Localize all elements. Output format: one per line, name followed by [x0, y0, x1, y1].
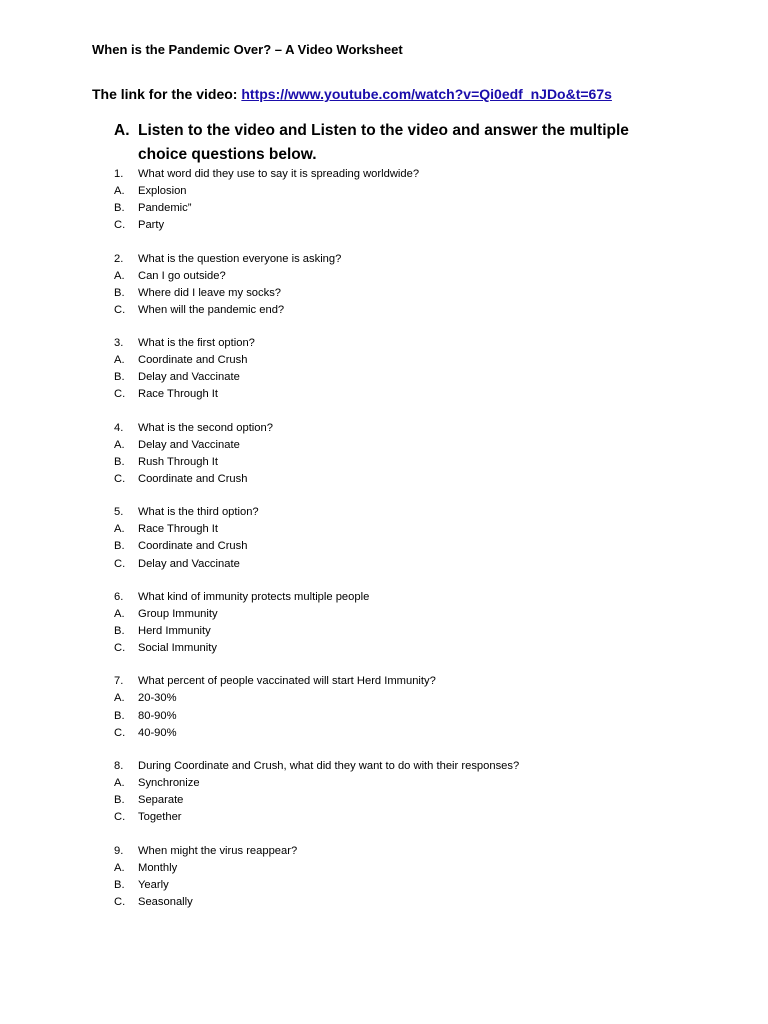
- answer-option: [114, 690, 674, 707]
- option-letter: C.: [114, 811, 126, 824]
- question-number: 3.: [114, 337, 124, 350]
- question-text: What percent of people vaccinated will start Herd Immunity?: [138, 675, 436, 688]
- option-letter: A.: [114, 354, 125, 367]
- question-number: 2.: [114, 252, 124, 265]
- question-text: What is the third option?: [138, 506, 259, 519]
- option-text: Explosion: [138, 185, 187, 198]
- question-number: 8.: [114, 759, 124, 772]
- option-text: 80-90%: [138, 709, 177, 722]
- video-link-line: [92, 86, 612, 102]
- answer-option: [114, 183, 674, 200]
- question-line: [114, 758, 674, 775]
- question-3: [114, 335, 674, 403]
- option-letter: B.: [114, 371, 125, 384]
- option-text: 40-90%: [138, 726, 177, 739]
- video-link-prefix: The link for the video:: [92, 86, 238, 102]
- option-letter: C.: [114, 388, 126, 401]
- answer-option: [114, 775, 674, 792]
- question-line: [114, 504, 674, 521]
- option-text: Monthly: [138, 861, 178, 874]
- option-letter: A.: [114, 523, 125, 536]
- option-letter: B.: [114, 794, 125, 807]
- question-text: When might the virus reappear?: [138, 844, 298, 857]
- option-letter: A.: [114, 777, 125, 790]
- section-letter: A.: [114, 122, 130, 139]
- question-text: What is the first option?: [138, 337, 255, 350]
- option-letter: A.: [114, 185, 125, 198]
- question-number: 1.: [114, 168, 124, 180]
- answer-option: [114, 792, 674, 809]
- question-text: What is the question everyone is asking?: [138, 252, 342, 265]
- option-text: Delay and Vaccinate: [138, 371, 240, 384]
- option-text: Where did I leave my socks?: [138, 286, 282, 299]
- answer-option: [114, 606, 674, 623]
- question-line: [114, 673, 674, 690]
- question-7: [114, 673, 674, 741]
- option-letter: B.: [114, 709, 125, 722]
- option-letter: B.: [114, 286, 125, 299]
- option-letter: A.: [114, 269, 125, 282]
- option-letter: A.: [114, 607, 125, 620]
- answer-option: [114, 860, 674, 877]
- option-letter: A.: [114, 861, 125, 874]
- option-text: Herd Immunity: [138, 625, 211, 637]
- option-letter: C.: [114, 472, 126, 485]
- question-text: What word did they use to say it is spreading worldwide?: [138, 168, 420, 180]
- option-text: Race Through It: [138, 523, 219, 536]
- answer-option: [114, 894, 674, 911]
- answer-option: [114, 623, 674, 640]
- question-number: 7.: [114, 675, 124, 688]
- answer-option: [114, 556, 674, 573]
- question-4: [114, 420, 674, 488]
- answer-option: [114, 725, 674, 742]
- question-text: During Coordinate and Crush, what did they want to do with their responses?: [138, 759, 520, 772]
- answer-option: [114, 268, 674, 285]
- answer-option: [114, 640, 674, 657]
- option-letter: C.: [114, 895, 126, 908]
- question-number: 6.: [114, 590, 124, 603]
- page-title: When is the Pandemic Over? – A Video Worksheet: [92, 42, 403, 57]
- answer-option: [114, 809, 674, 826]
- answer-option: [114, 521, 674, 538]
- question-number: 9.: [114, 844, 124, 857]
- option-text: Pandemic”: [138, 202, 192, 215]
- question-list: [114, 166, 674, 927]
- option-text: Yearly: [138, 878, 169, 891]
- option-text: 20-30%: [138, 692, 177, 705]
- answer-option: [114, 369, 674, 386]
- answer-option: [114, 437, 674, 454]
- section-heading: [114, 119, 674, 167]
- question-line: [114, 166, 674, 183]
- option-letter: C.: [114, 642, 126, 655]
- option-letter: C.: [114, 557, 126, 570]
- option-letter: C.: [114, 219, 126, 232]
- question-line: [114, 420, 674, 437]
- question-line: [114, 251, 674, 268]
- option-text: Party: [138, 219, 165, 232]
- option-text: When will the pandemic end?: [138, 303, 285, 316]
- option-letter: B.: [114, 878, 125, 891]
- answer-option: [114, 538, 674, 555]
- option-letter: B.: [114, 202, 125, 215]
- answer-option: [114, 454, 674, 471]
- option-letter: A.: [114, 692, 125, 705]
- question-line: [114, 589, 674, 606]
- answer-option: [114, 386, 674, 403]
- option-text: Seasonally: [138, 895, 193, 908]
- option-text: Synchronize: [138, 777, 200, 790]
- option-text: Together: [138, 811, 182, 824]
- question-number: 5.: [114, 506, 124, 519]
- option-letter: C.: [114, 726, 126, 739]
- option-text: Race Through It: [138, 388, 219, 401]
- option-letter: B.: [114, 455, 125, 468]
- option-text: Coordinate and Crush: [138, 540, 248, 553]
- question-6: [114, 589, 674, 657]
- option-letter: B.: [114, 540, 125, 553]
- answer-option: [114, 708, 674, 725]
- option-letter: A.: [114, 438, 125, 451]
- question-9: [114, 843, 674, 911]
- answer-option: [114, 217, 674, 234]
- section-instructions: Listen to the video and Listen to the video and answer the multiple choice questions below.: [138, 122, 629, 163]
- question-2: [114, 251, 674, 319]
- question-8: [114, 758, 674, 826]
- answer-option: [114, 352, 674, 369]
- answer-option: [114, 471, 674, 488]
- option-text: Coordinate and Crush: [138, 472, 248, 485]
- question-text: What is the second option?: [138, 421, 273, 434]
- option-text: Separate: [138, 794, 184, 807]
- option-letter: C.: [114, 303, 126, 316]
- answer-option: [114, 877, 674, 894]
- question-line: [114, 843, 674, 860]
- option-text: Can I go outside?: [138, 269, 226, 282]
- option-text: Social Immunity: [138, 642, 217, 655]
- question-line: [114, 335, 674, 352]
- option-text: Delay and Vaccinate: [138, 438, 240, 451]
- answer-option: [114, 285, 674, 302]
- question-number: 4.: [114, 421, 124, 434]
- video-link[interactable]: https://www.youtube.com/watch?v=Qi0edf_nJDo&t=67s: [241, 86, 612, 102]
- option-text: Coordinate and Crush: [138, 354, 248, 367]
- option-text: Delay and Vaccinate: [138, 557, 240, 570]
- option-text: Rush Through It: [138, 455, 219, 468]
- option-letter: B.: [114, 625, 125, 637]
- answer-option: [114, 302, 674, 319]
- answer-option: [114, 200, 674, 217]
- question-5: [114, 504, 674, 572]
- question-1: [114, 166, 674, 234]
- question-text: What kind of immunity protects multiple people: [138, 590, 370, 603]
- option-text: Group Immunity: [138, 607, 218, 620]
